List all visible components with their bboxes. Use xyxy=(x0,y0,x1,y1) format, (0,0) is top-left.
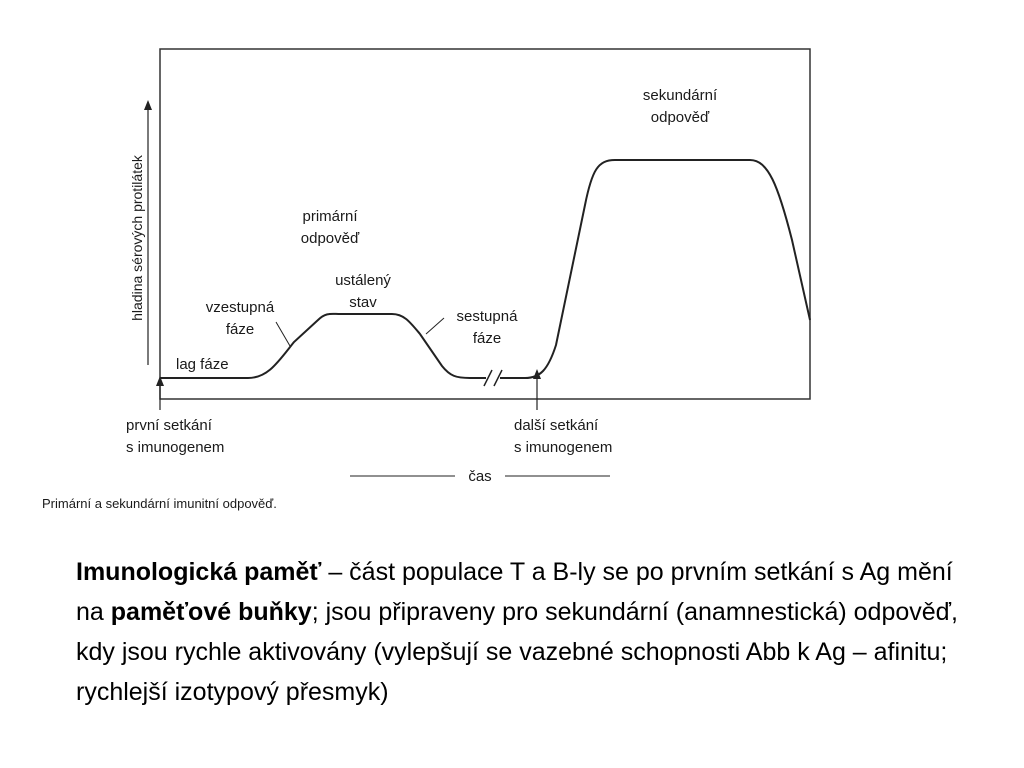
paragraph-text-1: – část populace T a B-ly se po prvním setkání s Ag mění na xyxy=(76,558,953,626)
label-first-encounter-1: první setkání xyxy=(126,417,212,434)
label-rising-phase-1: vzestupná xyxy=(205,299,275,316)
term-immunological-memory: Imunologická paměť xyxy=(76,558,322,586)
falling-phase-leader xyxy=(426,318,444,334)
label-falling-phase-2: fáze xyxy=(472,330,502,347)
time-axis-label: čas xyxy=(468,468,492,485)
label-plateau-1: ustálený xyxy=(335,272,391,289)
label-secondary-response-1: sekundární xyxy=(642,87,718,104)
label-falling-phase-1: sestupná xyxy=(456,308,518,325)
rising-phase-leader xyxy=(276,322,290,346)
diagram-caption: Primární a sekundární imunitní odpověď. xyxy=(42,496,277,511)
label-rising-phase-2: fáze xyxy=(225,321,255,338)
label-secondary-response-2: odpověď xyxy=(650,109,710,126)
paragraph-text-2: ; jsou připraveny pro sekundární (anamnestická) odpověď, kdy jsou rychle aktivovány (vylepšují se vazebné schopnosti Abb k Ag – afinitu; rychlejší izotypový přesmyk) xyxy=(76,598,958,706)
label-primary-response-1: primární xyxy=(302,208,358,225)
label-next-encounter-1: další setkání xyxy=(514,417,599,434)
label-lag-phase: lag fáze xyxy=(176,356,229,373)
y-axis-arrowhead xyxy=(144,100,152,110)
term-memory-cells: paměťové buňky xyxy=(110,598,312,626)
y-axis-label: hladina sérových protilátek xyxy=(129,155,145,321)
memory-paragraph xyxy=(76,552,976,712)
label-primary-response-2: odpověď xyxy=(300,230,360,247)
label-first-encounter-2: s imunogenem xyxy=(126,439,225,456)
label-next-encounter-2: s imunogenem xyxy=(514,439,613,456)
label-plateau-2: stav xyxy=(349,294,377,311)
